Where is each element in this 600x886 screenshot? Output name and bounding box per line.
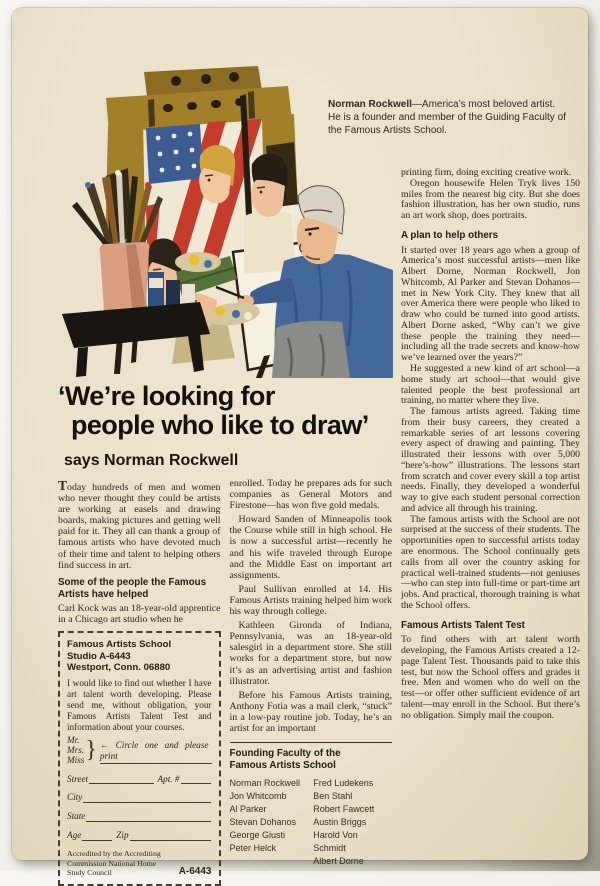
street-field-row <box>67 774 212 785</box>
state-label: State <box>67 811 86 822</box>
caption-lead: Norman Rockwell <box>328 99 412 110</box>
coupon-studio: Studio A-6443 <box>67 650 131 662</box>
age-zip-field-row <box>67 830 212 841</box>
apt-label: Apt. # <box>157 773 180 784</box>
zip-label: Zip <box>116 830 129 841</box>
left-column <box>58 478 221 886</box>
city-write-line <box>83 794 210 803</box>
age-write-line <box>82 832 112 841</box>
faculty-name: Jon Whitcomb <box>229 790 287 801</box>
headline-line1: ‘We’re looking for <box>58 381 275 411</box>
faculty-name: Albert Dorne <box>313 855 364 866</box>
paragraph-kathleen-gironda: Kathleen Gironda of Indiana, Pennsylvania, was an 18-year-old salesgirl in a department store. She still works for a department store, but now it’s as an advertising artist and fashion illustrator. <box>229 620 392 687</box>
paragraph-it-started: It started over 18 years ago when a group of America’s most successful artists—men like Albert Dorne, Norman Rockwell, Jon Whitcomb, Al Parker and Stevan Dohanos—met in New York City. They knew that all over America there were people who liked to draw who could be turned into good artists. Albert Dorne asked, “Why can’t we give these people the training they need—including all the trade secrets and know-how we’ve learned over the years?” <box>401 244 580 364</box>
byline: says Norman Rockwell <box>64 451 239 469</box>
faculty-name: Harold Von Schmidt <box>313 829 358 853</box>
age-label: Age <box>67 830 82 841</box>
middle-column <box>230 478 393 886</box>
accreditation-text: Accredited by the Accrediting Commission National Home Study Council <box>67 848 161 878</box>
zip-write-line <box>130 832 211 841</box>
founding-faculty-heading: Founding Faculty of the Famous Artists School <box>229 748 341 771</box>
dropcap: T <box>58 478 68 493</box>
faculty-list <box>230 777 393 868</box>
studio-code: A-6443 <box>178 866 212 878</box>
faculty-name: Ben Stahl <box>313 790 353 801</box>
photo-caption <box>328 98 566 138</box>
coupon <box>58 631 221 886</box>
paragraph-howard-sanden: Howard Sanden of Minneapolis took the Course while still in high school. He is now a successful artist—recently he and his wife traveled through Europe and the Middle East on important art assignments. <box>229 514 392 581</box>
coupon-school-name: Famous Artists School <box>67 639 172 651</box>
intro-text: oday hundreds of men and women who never thought they could be artists are working at easels and drawing boards, making pictures and getting well paid for it. They all can thank a group of famous artists who have devoted much of their time and talent to helping others find success in art. <box>58 482 221 571</box>
headline-line2: people who like to draw’ <box>71 409 369 440</box>
divider-rule <box>230 742 393 743</box>
faculty-column-2 <box>313 777 392 868</box>
faculty-name: Robert Fawcett <box>313 803 375 814</box>
paragraph-artists-agreed: The famous artists agreed. Taking time from their busy careers, they created a remarkable series of art lessons covering every aspect of drawing and painting. They illustrated their lessons with over 5,000 “here’s-how” illustrations. The lessons start from scratch and cover every skill a top artist needs. Finally, they developed a wonderful way to give each student personal correction and advice all through his training. <box>401 406 580 514</box>
salutation-mr: Mr. <box>67 734 80 745</box>
apt-write-line <box>181 775 211 784</box>
salutation-row <box>67 736 212 766</box>
street-write-line <box>89 775 153 784</box>
intro-paragraph <box>58 478 221 571</box>
paragraph-paul-sullivan: Paul Sullivan enrolled at 14. His Famous Artists training helped him work his way through college. <box>229 583 392 618</box>
right-column <box>401 168 580 721</box>
carl-kock-paragraph: Carl Kock was an 18-year-old apprentice in a Chicago art studio when he <box>58 603 221 626</box>
body-columns <box>58 478 392 886</box>
headline <box>58 382 398 470</box>
faculty-name: Stevan Dohanos <box>229 816 297 827</box>
state-write-line <box>86 813 210 822</box>
faculty-column-1 <box>230 777 309 868</box>
paragraph: printing firm, doing exciting creative work. <box>401 167 572 178</box>
paragraph-school-success: The famous artists with the School are not surprised at the success of their students. The opportunities open to successful artists today are enormous. The School continually gets calls from all over the country asking for practical well-trained students—not geniuses—who can step into full-time or part-time art jobs. And practical, thorough training is what the School offers. <box>401 513 580 611</box>
faculty-name: Fred Ludekens <box>313 777 374 788</box>
faculty-name: Norman Rockwell <box>229 777 301 788</box>
subhead-plan-to-help: A plan to help others <box>401 229 499 241</box>
faculty-name: Austin Briggs <box>313 816 367 827</box>
salutation-miss: Miss <box>67 754 85 765</box>
city-label: City <box>67 792 83 803</box>
paragraph-talent-test: To find others with art talent worth developing, the Famous Artists created a 12-page Talent Test. Thousands paid to take this test, but now the School offers and grades it free. Men and women who do well on the test—or offer other sufficient evidence of art talent—may enroll in the School. But there’s no obligation. Simply mail the coupon. <box>401 634 580 721</box>
coupon-body-text: I would like to find out whether I have art talent worth developing. Please send me, without obligation, your Famous Artists Talent Test and information about your courses. <box>67 678 212 732</box>
city-field-row <box>67 792 212 803</box>
paragraph: enrolled. Today he prepares ads for such companies as General Motors and Firestone—has won five gold medals. <box>229 478 392 512</box>
accreditation-row <box>67 849 212 878</box>
street-label: Street <box>67 773 89 784</box>
paragraph-anthony-fotia: Before his Famous Artists training, Anthony Fotia was a mail clerk, “stuck” in a low-pay routine job. Today, he’s an artist for an important <box>229 689 392 734</box>
state-field-row <box>67 811 212 822</box>
salutation-mrs: Mrs. <box>67 744 85 755</box>
coupon-address: Westport, Conn. 06880 <box>67 662 171 674</box>
brace-glyph: } <box>85 737 97 764</box>
faculty-name: Al Parker <box>229 803 267 814</box>
paragraph-he-suggested: He suggested a new kind of art school—a home study art school—that would give talented people the best professional art training, no matter where they live. <box>401 363 580 407</box>
faculty-name: Peter Helck <box>229 842 277 853</box>
subhead-people-helped: Some of the people the Famous Artists have helped <box>58 576 207 600</box>
paragraph-helen-tryk: Oregon housewife Helen Tryk lives 150 miles from the nearest big city. But she does fashion illustration, has her own studio, runs an art work shop, does portraits. <box>401 177 580 222</box>
circle-one-note: ← Circle one and please print <box>100 740 212 764</box>
magazine-back-cover <box>12 8 588 878</box>
salutation-options <box>67 736 84 766</box>
faculty-name: George Giusti <box>229 829 286 840</box>
caption-text: —America’s most beloved artist. He is a founder and member of the Guiding Faculty of the Famous Artists School. <box>328 99 566 137</box>
subhead-talent-test: Famous Artists Talent Test <box>401 619 525 631</box>
